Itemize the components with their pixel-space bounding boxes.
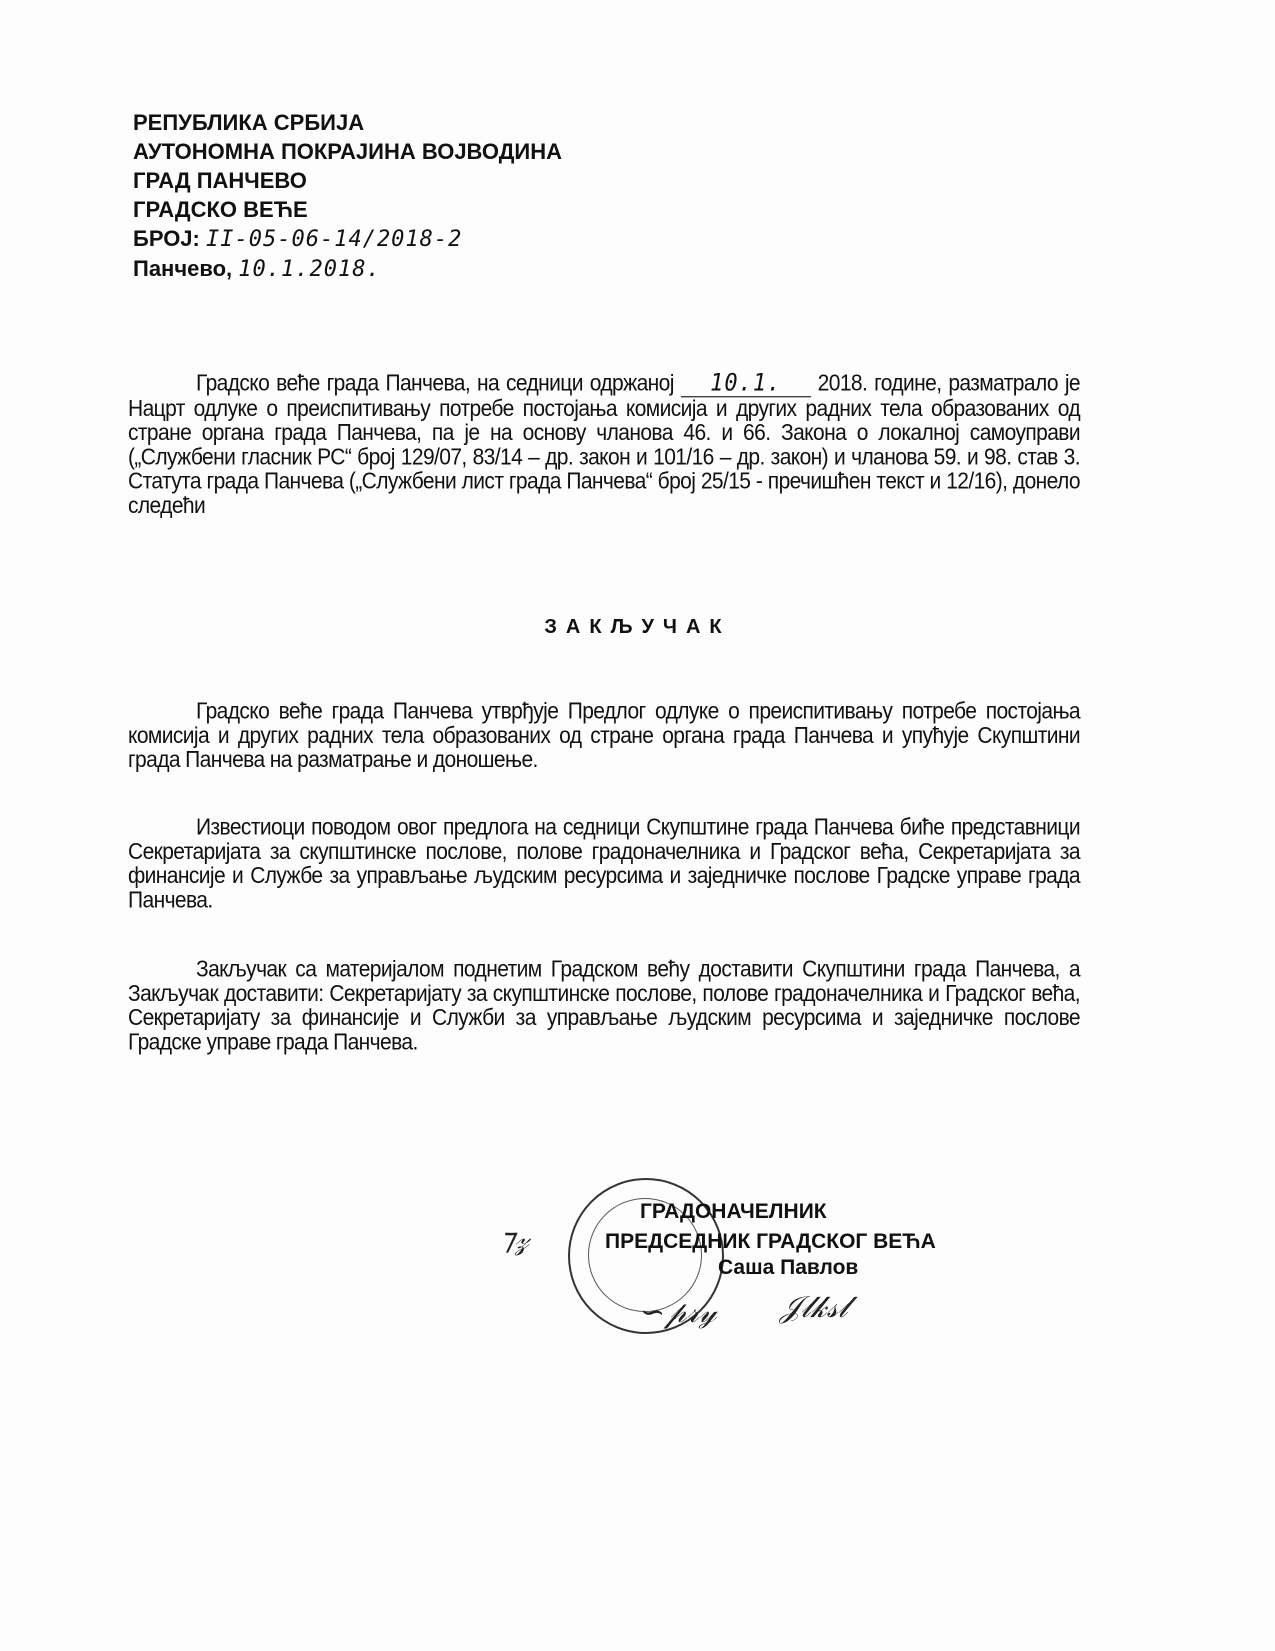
letterhead (133, 108, 562, 284)
letterhead-line: АУТОНОМНА ПОКРАЈИНА ВОЈВОДИНА (133, 139, 562, 164)
number-label: БРОЈ: (133, 226, 200, 251)
paragraph (128, 700, 1080, 773)
letterhead-line: ГРАДСКО ВЕЋЕ (133, 197, 308, 222)
place-date (133, 254, 562, 284)
handwritten-signature: ∽𝓅𝓇𝓎 (640, 1295, 717, 1330)
paragraph-text: Закључак са материјалом поднетим Градском већу доставити Скупштини града Панчева, а Закључак доставити: Секретаријату за скупштинске послове, полове градоначелника и Градског већа, Секретаријату за финансије и Служби за управљање људским ресурсима и заједничке послове Градске управе града Панчева. (128, 956, 1080, 1055)
handwritten-initial: ⁊𝓏 (500, 1222, 529, 1257)
signatory-name: Саша Павлов (718, 1256, 859, 1279)
session-date: 10.1. (710, 369, 782, 398)
document-number (133, 224, 562, 254)
paragraph (128, 958, 1080, 1055)
intro-text-cont: 2018. године, разматрало је Нацрт одлуке о преиспитивању потребе постојања комисија и других радних тела образованих од стране органа града Панчева, па је на основу чланова 46. и 66. Закона о локалној самоуправи („Службени гласник РС“ број 129/07, 83/14 – др. закон и 101/16 – др. закон) и чланова 59. и 98. став 3. Статута града Панчева („Службени лист града Панчева“ број 25/15 - пречишћен текст и 12/16), донело следећи (128, 370, 1080, 519)
letterhead-line: РЕПУБЛИКА СРБИЈА (133, 110, 365, 135)
document-title: ЗАКЉУЧАК (544, 616, 731, 638)
number-value: II-05-06-14/2018-2 (206, 227, 463, 252)
paragraph-text: Градско веће града Панчева утврђује Предлог одлуке о преиспитивању потребе постојања комисија и других радних тела образованих од стране органа града Панчева и упућује Скупштини града Панчева на разматрање и доношење. (128, 698, 1080, 773)
place-label: Панчево, (133, 256, 233, 281)
signature-title-2: ПРЕДСЕДНИК ГРАДСКОГ ВЕЋА (605, 1230, 936, 1253)
intro-text: Градско веће града Панчева, на седници одржаној (196, 370, 674, 397)
paragraph-text: Известиоци поводом овог предлога на седници Скупштине града Панчева биће представници Секретаријата за скупштинске послове, полове градоначелника и Градског већа, Секретаријата за финансије и Службе за управљање људским ресурсима и заједничке послове Градске управе града Панчева. (128, 814, 1080, 913)
paragraph (128, 816, 1080, 913)
intro-paragraph (128, 369, 1080, 519)
date-value: 10.1.2018. (238, 257, 381, 282)
letterhead-line: ГРАД ПАНЧЕВО (133, 168, 307, 193)
handwritten-signature: 𝒥𝓁𝓀𝓈𝓁 (780, 1290, 848, 1325)
signature-title-1: ГРАДОНАЧЕЛНИК (640, 1200, 827, 1223)
